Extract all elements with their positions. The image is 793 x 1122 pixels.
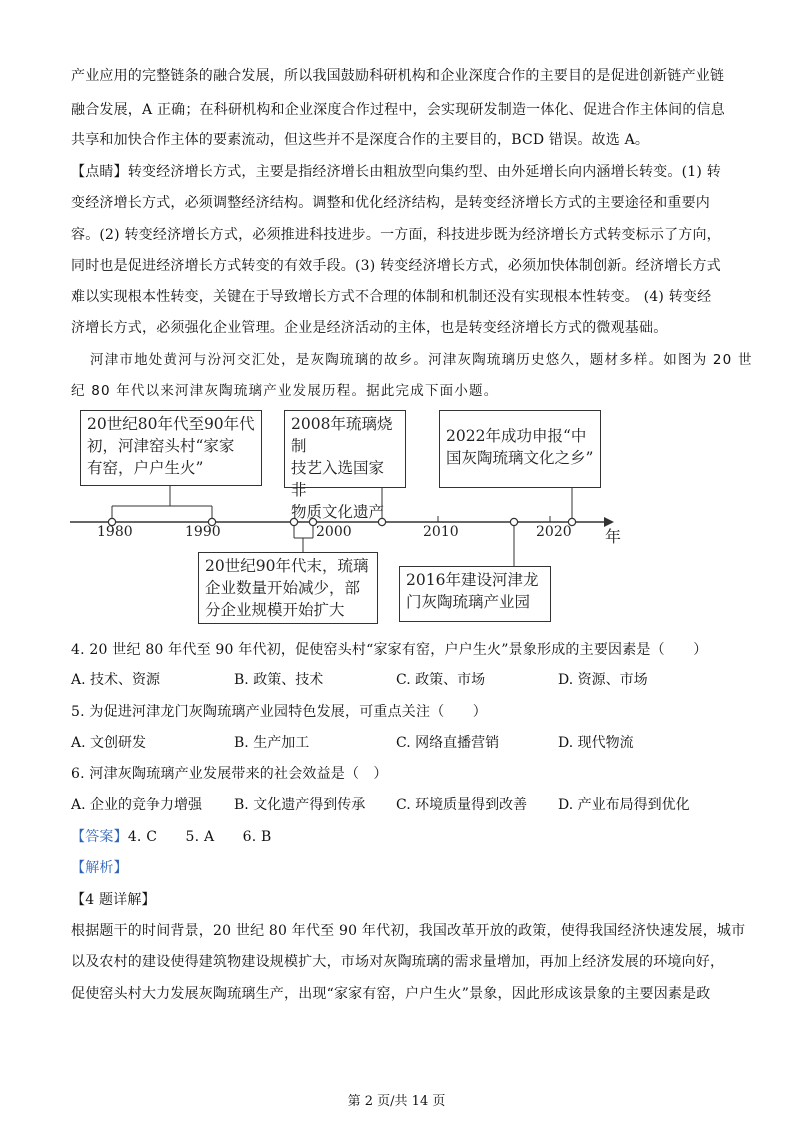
timeline-box-2016: 2016年建设河津龙 门灰陶琉璃产业园: [399, 566, 551, 622]
question-5-option-c[interactable]: C. 网络直播营销: [396, 735, 500, 751]
text-line: 难以实现根本性转变，关键在于导致增长方式不合理的体制和机制还没有实现根本性转变。 (4) 转变经: [71, 289, 712, 305]
answer-tag: 【答案】: [71, 829, 128, 845]
question-4-stem: 4. 20 世纪 80 年代至 90 年代初，促使窑头村“家家有窑，户户生火”景象形成的主要因素是（ ）: [71, 642, 708, 658]
answer-line: [71, 827, 272, 847]
timeline-point: [510, 518, 517, 525]
timeline-box-1990s-end: 20世纪90年代末，琉璃 企业数量开始减少，部 分企业规模开始扩大: [198, 552, 378, 624]
question-5-option-d[interactable]: D. 现代物流: [558, 735, 634, 751]
text-line: 济增长方式，必须强化企业管理。企业是经济活动的主体，也是转变经济增长方式的微观基础。: [71, 320, 668, 336]
axis-unit-label: 年: [605, 527, 622, 546]
question-6-option-a[interactable]: A. 企业的竞争力增强: [71, 797, 203, 813]
text-line: 同时也是促进经济增长方式转变的有效手段。(3) 转变经济增长方式，必须加快体制创新。经济增长方式: [71, 258, 721, 274]
tick-label-2000: 2000: [316, 524, 352, 540]
question-6-option-b[interactable]: B. 文化遗产得到传承: [234, 797, 366, 813]
timeline-box-1980s: 20世纪80年代至90年代 初，河津窑头村“家家 有窑，户户生火”: [80, 410, 262, 486]
text-line: 转变经济增长方式，主要是指经济增长由粗放型向集约型、由外延增长向内涵增长转变。(1) 转: [127, 164, 721, 180]
tick-label-1990: 1990: [185, 524, 221, 540]
question-6-option-c[interactable]: C. 环境质量得到改善: [396, 797, 528, 813]
timeline-box-2008: 2008年琉璃烧制 技艺入选国家非 物质文化遗产: [284, 410, 406, 488]
analysis-tag: 【解析】: [71, 860, 128, 876]
tick-label-1980: 1980: [97, 524, 133, 540]
q4-detail-tag: 【4 题详解】: [71, 892, 156, 908]
dianjing-tag: 【点睛】: [71, 164, 128, 180]
text-line: 变经济增长方式，必须调整经济结构。调整和优化经济结构，是转变经济增长方式的主要途径和重要内: [71, 195, 710, 211]
question-5-option-b[interactable]: B. 生产加工: [234, 735, 310, 751]
text-line: 共享和加快合作主体的要素流动，但这些并不是深度合作的主要目的，BCD 错误。故选 A。: [71, 132, 650, 148]
text-line: 容。(2) 转变经济增长方式，必须推进科技进步。一方面，科技进步既为经济增长方式转变标示了方向，: [71, 227, 721, 243]
text-line: 以及农村的建设使得建筑物建设规模扩大，市场对灰陶琉璃的需求量增加，再加上经济发展的环境向好，: [71, 954, 725, 970]
question-4-option-a[interactable]: A. 技术、资源: [71, 672, 161, 688]
tick-label-2020: 2020: [536, 524, 572, 540]
question-4-option-b[interactable]: B. 政策、技术: [234, 672, 324, 688]
question-4-option-d[interactable]: D. 资源、市场: [558, 672, 648, 688]
question-6-stem: 6. 河津灰陶琉璃产业发展带来的社会效益是（ ）: [71, 766, 388, 782]
tick-label-2010: 2010: [423, 524, 459, 540]
text-line: 融合发展，A 正确；在科研机构和企业深度合作过程中，会实现研发制造一体化、促进合作主体间的信息: [71, 102, 725, 118]
answer-text: 4. C 5. A 6. B: [127, 829, 272, 845]
timeline-box-2022: 2022年成功申报“中 国灰陶琉璃文化之乡”: [439, 410, 601, 488]
intro-text: 河津市地处黄河与汾河交汇处，是灰陶琉璃的故乡。河津灰陶琉璃历史悠久，题材多样。如图为 20 世: [90, 352, 753, 368]
question-4-option-c[interactable]: C. 政策、市场: [396, 672, 486, 688]
page-footer: 第 2 页/共 14 页: [347, 1094, 446, 1109]
question-6-option-d[interactable]: D. 产业布局得到优化: [558, 797, 690, 813]
intro-text: 纪 80 年代以来河津灰陶琉璃产业发展历程。据此完成下面小题。: [71, 383, 499, 399]
question-5-stem: 5. 为促进河津龙门灰陶琉璃产业园特色发展，可重点关注（ ）: [71, 704, 488, 720]
text-line: 产业应用的完整链条的融合发展，所以我国鼓励科研机构和企业深度合作的主要目的是促进创新链产业链: [71, 68, 725, 84]
text-line: 根据题干的时间背景，20 世纪 80 年代至 90 年代初，我国改革开放的政策，使得我国经济快速发展，城市: [71, 923, 746, 939]
question-5-option-a[interactable]: A. 文创研发: [71, 735, 147, 751]
text-line: 促使窑头村大力发展灰陶琉璃生产，出现“家家有窑，户户生火”景象，因此形成该景象的主要因素是政: [71, 986, 711, 1002]
